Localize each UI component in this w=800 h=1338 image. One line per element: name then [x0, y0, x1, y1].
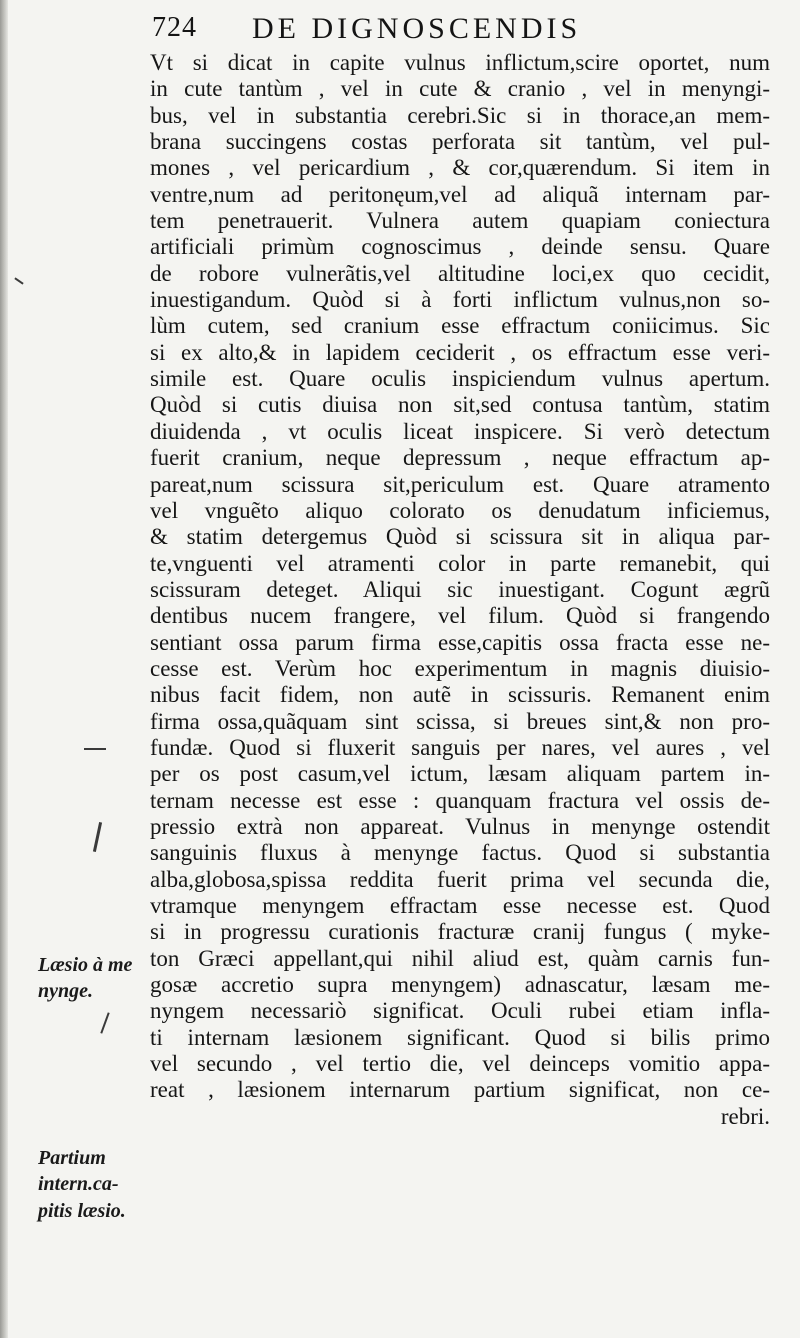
page-header: [152, 12, 772, 52]
text-line: ti internam læsionem significant. Quod si bilis primo: [150, 1024, 770, 1050]
text-line: alba,globosa,spissa reddita fuerit prima vel secunda die,: [150, 866, 770, 892]
text-line: Quòd si cutis diuisa non sit,sed contusa tantùm, statim: [150, 392, 770, 418]
marginal-note-lesion-meninx: [38, 952, 153, 1005]
text-line: vel vnguẽto aliquo colorato os denudatum inficiemus,: [150, 497, 770, 523]
text-line: si in progressu curationis fracturæ cranij fungus ( myke-: [150, 919, 770, 945]
text-line: fundæ. Quod si fluxerit sanguis per nares, vel aures , vel: [150, 734, 770, 760]
text-line: diuidenda , vt oculis liceat inspicere. Si verò detectum: [150, 418, 770, 444]
main-text-block: [150, 50, 770, 1130]
marginal-note-line: pitis læsio.: [38, 1199, 126, 1222]
text-line: fuerit cranium, neque depressum , neque effractum ap-: [150, 445, 770, 471]
text-line: nyngem necessariò significat. Oculi rubei etiam infla-: [150, 998, 770, 1024]
text-line: sanguinis fluxus à menynge factus. Quod si substantia: [150, 840, 770, 866]
marginal-note-line: Læsio à me: [38, 954, 133, 976]
text-line: inuestigandum. Quòd si à forti inflictum vulnus,non so-: [150, 287, 770, 313]
marginal-note-line: nynge.: [38, 980, 93, 1003]
text-line: ventre,num ad peritonęum,vel ad aliquã internam par-: [150, 181, 770, 207]
text-line: reat , læsionem internarum partium significat, non ce-: [150, 1077, 770, 1103]
text-line: brana succingens costas perforata sit tantùm, vel pul-: [150, 129, 770, 155]
text-line: nibus facit fidem, non autẽ in scissuris. Remanent enim: [150, 682, 770, 708]
text-line: bus, vel in substantia cerebri.Sic si in thorace,an mem-: [150, 102, 770, 128]
marginal-note-line: intern.ca-: [38, 1173, 119, 1196]
text-line: & statim detergemus Quòd si scissura sit in aliqua par-: [150, 524, 770, 550]
text-line: in cute tantùm , vel in cute & cranio , vel in menyngi-: [150, 76, 770, 102]
page-number: 724: [152, 12, 197, 43]
text-line: firma ossa,quãquam sint scissa, si breues sint,& non pro-: [150, 708, 770, 734]
text-line: ton Græci appellant,qui nihil aliud est, quàm carnis fun-: [150, 945, 770, 971]
text-line: ternam necesse est esse : quanquam fractura vel ossis de-: [150, 787, 770, 813]
text-line: pareat,num scissura sit,periculum est. Quare atramento: [150, 471, 770, 497]
text-line: gosæ accretio supra menyngem) adnascatur, læsam me-: [150, 972, 770, 998]
text-line: simile est. Quare oculis inspiciendum vulnus apertum.: [150, 366, 770, 392]
marginal-note-line: Partium: [38, 1147, 106, 1169]
ink-speck: [100, 1012, 109, 1033]
text-line: de robore vulnerãtis,vel altitudine loci,ex quo cecidit,: [150, 260, 770, 286]
text-line: artificiali primùm cognoscimus , deinde sensu. Quare: [150, 234, 770, 260]
ink-speck: [93, 822, 102, 852]
text-line: te,vnguenti vel atramenti color in parte remanebit, qui: [150, 550, 770, 576]
text-line: pressio extrà non appareat. Vulnus in menynge ostendit: [150, 813, 770, 839]
text-line: rebri.: [720, 1103, 770, 1129]
text-line: sentiant ossa parum firma esse,capitis ossa fracta esse ne-: [150, 629, 770, 655]
marginal-note-internal-head-lesion: [38, 1145, 153, 1224]
text-line: scissuram deteget. Aliqui sic inuestigant. Cogunt ægrũ: [150, 576, 770, 602]
text-line: dentibus nucem frangere, vel filum. Quòd si frangendo: [150, 603, 770, 629]
ink-speck: [84, 748, 106, 750]
text-line: cesse est. Verùm hoc experimentum in magnis diuisio-: [150, 655, 770, 681]
text-line: per os post casum,vel ictum, læsam aliquam partem in-: [150, 761, 770, 787]
text-line: lùm cutem, sed cranium esse effractum coniicimus. Sic: [150, 313, 770, 339]
text-line: Vt si dicat in capite vulnus inflictum,scire oportet, num: [150, 50, 770, 75]
page-gutter-shadow: [0, 0, 8, 1338]
text-line: mones , vel pericardium , & cor,quærendum. Si item in: [150, 155, 770, 181]
text-line: vtramque menyngem effractam esse necesse est. Quod: [150, 893, 770, 918]
running-title: DE DIGNOSCENDIS: [252, 12, 582, 45]
text-line: si ex alto,& in lapidem ceciderit , os effractum esse veri-: [150, 339, 770, 365]
text-line: vel secundo , vel tertio die, vel deinceps vomitio appa-: [150, 1051, 770, 1077]
text-line: tem penetrauerit. Vulnera autem quapiam coniectura: [150, 208, 770, 234]
ink-speck: [14, 277, 23, 284]
